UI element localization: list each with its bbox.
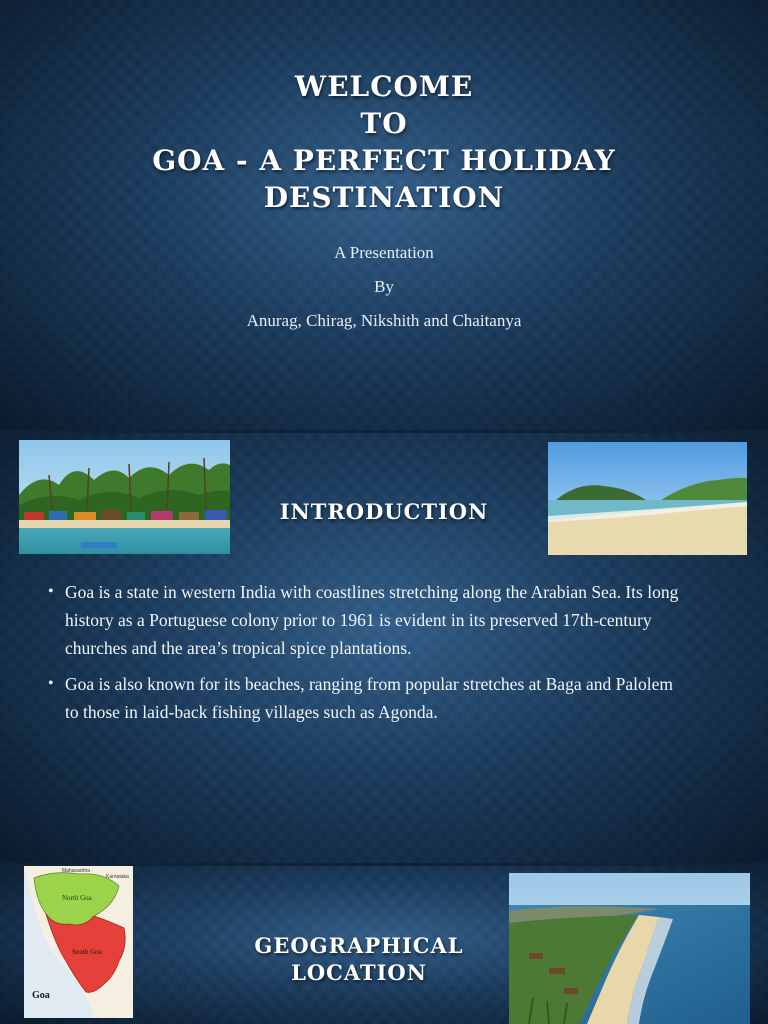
geographical-location-heading — [240, 932, 478, 986]
bullet-icon: • — [48, 675, 54, 692]
map-caption: Goa — [32, 990, 50, 1001]
introduction-bullet-list — [46, 578, 686, 734]
title-line-goa: GOA - A PERFECT HOLIDAY — [152, 144, 616, 177]
heading-line-geographical: GEOGRAPHICAL — [254, 933, 464, 958]
introduction-heading: INTRODUCTION — [279, 499, 489, 524]
subtitle-authors: Anurag, Chirag, Nikshith and Chaitanya — [246, 311, 522, 330]
bullet-text: Goa is also known for its beaches, ranging from popular stretches at Baga and Palolem to those in laid-back fishing villages such as Agonda. — [65, 674, 673, 722]
subtitle-presentation: A Presentation — [334, 243, 434, 262]
palm-beach-photo — [19, 440, 230, 554]
slide-title — [0, 68, 768, 216]
map-label-karnataka: Karnataka — [106, 874, 129, 880]
introduction-slide — [0, 433, 768, 863]
list-item — [46, 670, 686, 726]
bullet-icon: • — [48, 583, 54, 600]
list-item — [46, 578, 686, 662]
geographical-location-slide — [0, 866, 768, 1024]
aerial-coastline-photo — [509, 873, 750, 1024]
subtitle-by: By — [374, 277, 394, 296]
title-line-welcome: WELCOME — [294, 70, 474, 103]
goa-map-image — [24, 866, 133, 1018]
map-label-south-goa: South Goa — [72, 948, 102, 956]
beach-headland-photo — [548, 442, 747, 555]
title-slide — [0, 0, 768, 430]
bullet-text: Goa is a state in western India with coastlines stretching along the Arabian Sea. Its long history as a Portuguese colony prior to 1961 is evident in its preserved 17th-century churches and the area’s tropical spice plantations. — [65, 582, 679, 658]
map-label-maharashtra: Maharashtra — [62, 868, 91, 874]
map-label-north-goa: North Goa — [62, 894, 92, 902]
title-line-to: TO — [360, 107, 408, 140]
title-line-destination: DESTINATION — [263, 181, 505, 214]
heading-line-location: LOCATION — [291, 960, 427, 985]
